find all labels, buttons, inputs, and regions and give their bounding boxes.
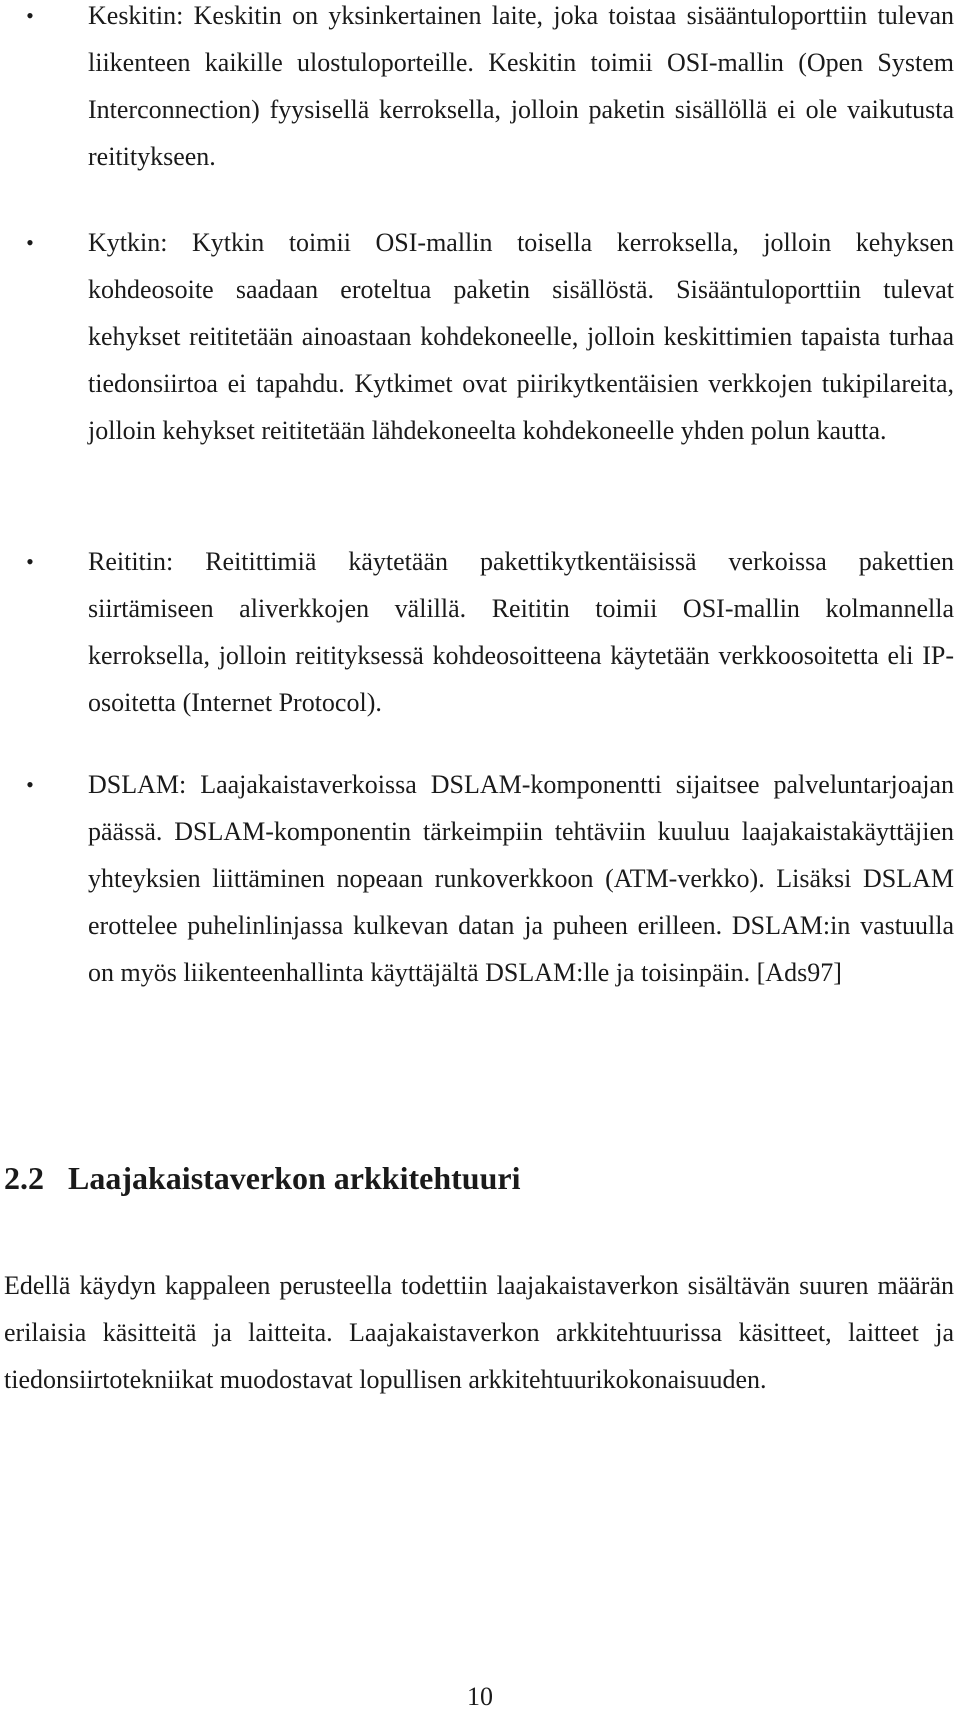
section-number: 2.2 [4, 1160, 44, 1196]
bullet-icon: • [26, 549, 34, 574]
page-number: 10 [467, 1682, 493, 1711]
bullet-icon: • [26, 230, 34, 255]
bullet-text: Keskitin: Keskitin on yksinkertainen laite, joka toistaa sisääntuloporttiin tulevan liikenteen kaikille ulostuloporteille. Keskitin toimii OSI-mallin (Open System Interconnection) fyysisellä kerroksella, jolloin paketin sisällöllä ei ole vaikutusta reititykseen. [88, 1, 954, 171]
section-title: Laajakaistaverkon arkkitehtuuri [68, 1160, 521, 1196]
bullet-icon: • [26, 772, 34, 797]
bullet-icon: • [26, 3, 34, 28]
body-paragraph: Edellä käydyn kappaleen perusteella todettiin laajakaistaverkon sisältävän suuren määrän erilaisia käsitteitä ja laitteita. Laajakaistaverkon arkkitehtuurissa käsitteet, laitteet ja tiedonsiirtotekniikat muodostavat lopullisen arkkitehtuurikokonaisuuden. [4, 1271, 954, 1394]
bullet-text: DSLAM: Laajakaistaverkoissa DSLAM-komponentti sijaitsee palveluntarjoajan päässä. DSLAM-komponentin tärkeimpiin tehtäviin kuuluu laajakaistakäyttäjien yhteyksien liittäminen nopeaan runkoverkkoon (ATM-verkko). Lisäksi DSLAM erottelee puhelinlinjassa kulkevan datan ja puheen erilleen. DSLAM:in vastuulla on myös liikenteenhallinta käyttäjältä DSLAM:lle ja toisinpäin. [Ads97] [88, 770, 954, 987]
section-heading [4, 1156, 520, 1200]
bullet-text: Reititin: Reitittimiä käytetään pakettikytkentäisissä verkoissa pakettien siirtämiseen aliverkkojen välillä. Reititin toimii OSI-mallin kolmannella kerroksella, jolloin reitityksessä kohdeosoitteena käytetään verkkoosoitetta eli IP-osoitetta (Internet Protocol). [88, 547, 954, 717]
bullet-item-keskitin [26, 0, 954, 180]
bullet-item-reititin [26, 538, 954, 726]
bullet-item-dslam [26, 761, 954, 996]
bullet-item-kytkin [26, 219, 954, 454]
bullet-text: Kytkin: Kytkin toimii OSI-mallin toisella kerroksella, jolloin kehyksen kohdeosoite saadaan eroteltua paketin sisällöstä. Sisääntuloporttiin tulevat kehykset reititetään ainoastaan kohdekoneelle, jolloin keskittimien tapaista turhaa tiedonsiirtoa ei tapahdu. Kytkimet ovat piirikytkentäisien verkkojen tukipilareita, jolloin kehykset reititetään lähdekoneelta kohdekoneelle yhden polun kautta. [88, 228, 954, 445]
